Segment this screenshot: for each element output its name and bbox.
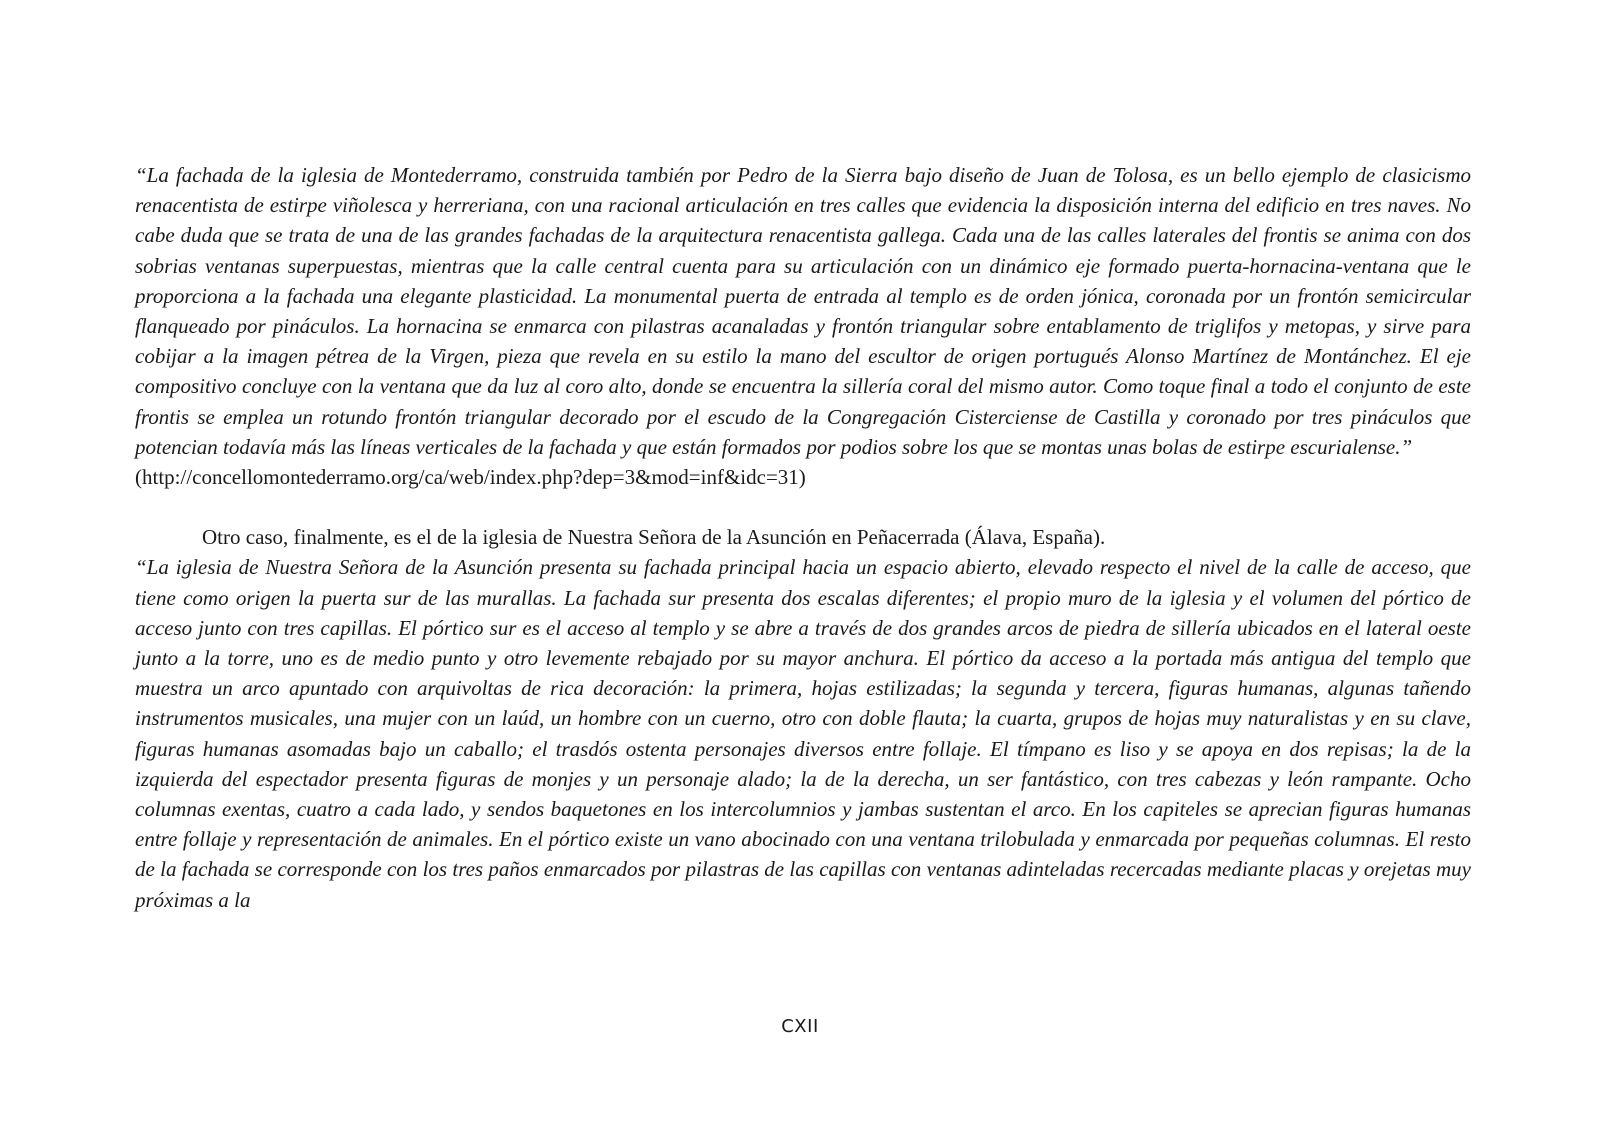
paragraph-spacer — [135, 492, 1471, 522]
penacerrada-quote: “La iglesia de Nuestra Señora de la Asunción presenta su fachada principal hacia un espacio abierto, elevado respecto el nivel de la calle de acceso, que tiene como origen la puerta sur de las murallas. La fachada sur presenta dos escalas diferentes; el propio muro de la iglesia y el volumen del pórtico de acceso junto con tres capillas. El pórtico sur es el acceso al templo y se abre a través de dos grandes arcos de piedra de sillería ubicados en el lateral oeste junto a la torre, uno es de medio punto y otro levemente rebajado por su mayor anchura. El pórtico da acceso a la portada más antigua del templo que muestra un arco apuntado con arquivoltas de rica decoración: la primera, hojas estilizadas; la segunda y tercera, figuras humanas, algunas tañendo instrumentos musicales, una mujer con un laúd, un hombre con un cuerno, otro con doble flauta; la cuarta, grupos de hojas muy naturalistas y en su clave, figuras humanas asomadas bajo un caballo; el trasdós ostenta personajes diversos entre follaje. El tímpano es liso y se apoya en dos repisas; la de la izquierda del espectador presenta figuras de monjes y un personaje alado; la de la derecha, un ser fantástico, con tres cabezas y león rampante. Ocho columnas exentas, cuatro a cada lado, y sendos baquetones en los intercolumnios y jambas sustentan el arco. En los capiteles se aprecian figuras humanas entre follaje y representación de animales. En el pórtico existe un vano abocinado con una ventana trilobulada y enmarcada por pequeñas columnas. El resto de la fachada se corresponde con los tres paños enmarcados por pilastras de las capillas con ventanas adinteladas recercadas mediante placas y orejetas muy próximas a la — [135, 555, 1471, 912]
page-body — [135, 160, 1471, 915]
montederramo-quote: “La fachada de la iglesia de Montederramo, construida también por Pedro de la Sierra bajo diseño de Juan de Tolosa, es un bello ejemplo de clasicismo renacentista de estirpe viñolesca y herreriana, con una racional articulación en tres calles que evidencia la disposición interna del edificio en tres naves. No cabe duda que se trata de una de las grandes fachadas de la arquitectura renacentista gallega. Cada una de las calles laterales del frontis se anima con dos sobrias ventanas superpuestas, mientras que la calle central cuenta para su articulación con un dinámico eje formado puerta-hornacina-ventana que le proporciona a la fachada una elegante plasticidad. La monumental puerta de entrada al templo es de orden jónica, coronada por un frontón semicircular flanqueado por pináculos. La hornacina se enmarca con pilastras acanaladas y frontón triangular sobre entablamento de triglifos y metopas, y sirve para cobijar a la imagen pétrea de la Virgen, pieza que revela en su estilo la mano del escultor de origen portugués Alonso Martínez de Montánchez. El eje compositivo concluye con la ventana que da luz al coro alto, donde se encuentra la sillería coral del mismo autor. Como toque final a todo el conjunto de este frontis se emplea un rotundo frontón triangular decorado por el escudo de la Congregación Cisterciense de Castilla y coronado por tres pináculos que potencian todavía más las líneas verticales de la fachada y que están formados por podios sobre los que se montas unas bolas de estirpe escurialense.” — [135, 163, 1471, 459]
penacerrada-intro: Otro caso, finalmente, es el de la iglesia de Nuestra Señora de la Asunción en Peñacerrada (Álava, España). — [202, 525, 1106, 550]
page-number: CXII — [781, 1016, 819, 1037]
source-url: (http://concellomontederramo.org/ca/web/index.php?dep=3&mod=inf&idc=31) — [135, 465, 806, 490]
